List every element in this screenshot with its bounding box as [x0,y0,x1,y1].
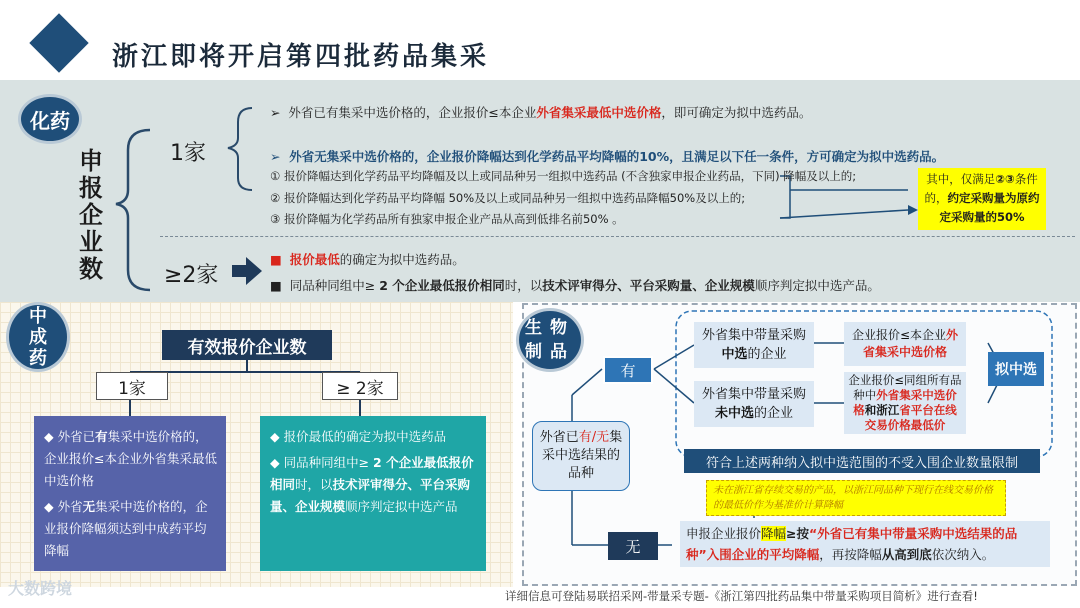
bio-case-selected: 外省集中带量采购中选的企业 [694,322,814,368]
declare-count-label: 申报企业数 [79,147,103,283]
list-item: ◆ 同品种同组中≥ 2 个企业最低报价相同时，以技术评审得分、平台采购量、企业规模顺序判定拟中选产品 [270,455,474,514]
chem-label: 化药 [18,94,82,144]
chem-cond-1: ① 报价降幅达到化学药品平均降幅及以上或同品种另一组拟中选药品 (不含独家申报企业药品，下同) 降幅及以上的; [270,169,857,183]
bio-root-box: 外省已有/无集采中选结果的品种 [532,421,630,491]
tcm-one-box: 1家 [96,372,168,400]
multi-firm-label: ≥2家 [164,263,219,288]
chem-line-1: ➢ 外省已有集采中选价格的，企业报价≤本企业外省集采最低中选价格，即可确定为拟中选药品。 [270,105,812,120]
bio-limit-bar: 符合上述两种纳入拟中选范围的不受入围企业数量限制 [684,449,1040,473]
divider [160,236,1075,237]
right-arrow-icon [232,257,262,285]
bullet-arrow-icon: ➢ [270,105,289,120]
bio-no-box: 无 [608,532,658,560]
watermark-logo: 大数跨境 [8,579,73,598]
bio-label: 生物 制品 [516,308,584,372]
bio-cond-1: 企业报价≤本企业外省集采中选价格 [844,322,966,366]
bio-cond-2: 企业报价≤同组所有品种中外省集采中选价格和浙江省平台在线交易价格最低价 [844,372,966,434]
black-square-icon: ■ [270,278,290,293]
bio-yes-box: 有 [603,356,653,384]
tcm-single-rules [34,416,226,571]
multi-line-2: ■ 同品种同组中≥ 2 个企业最低报价相同时，以技术评审得分、平台采购量、企业规模顺序判定拟中选产品。 [270,278,880,293]
tcm-connectors [0,302,513,422]
tcm-header: 有效报价企业数 [162,330,332,360]
list-item: ◆ 外省已有集采中选价格的，企业报价≤本企业外省集采最低中选价格 [44,429,217,488]
multi-line-1: ■ 报价最低的确定为拟中选药品。 [270,252,465,267]
chem-cond-2: ② 报价降幅达到化学药品平均降幅 50%及以上或同品种另一组拟中选药品降幅50%及以上的; [270,191,746,205]
bio-note: 未在浙江省存续交易的产品，以浙江同品种下现行在线交易价格的最低价作为基准价计算降幅 [706,480,1006,516]
chem-note: 其中，仅满足②③条件的，约定采购量为原约定采购量的50% [918,168,1046,230]
bullet-arrow-icon: ➢ [270,149,290,164]
bio-result-box: 拟中选 [988,352,1044,386]
chem-line-2: ➢ 外省无集采中选价格的，企业报价降幅达到化学药品平均降幅的10%，且满足以下任一条件，方可确定为拟中选药品。 [270,149,945,164]
tcm-label: 中 成 药 [6,302,70,372]
tcm-multi-rules [260,416,486,571]
title-diamond-icon [29,13,88,72]
page-title: 浙江即将开启第四批药品集采 [112,42,490,72]
bio-no-rule: 申报企业报价降幅≥按“外省已有集中带量采购中选结果的品种”入围企业的平均降幅，再按降幅从高到底依次纳入。 [680,521,1050,567]
list-item: ◆ 报价最低的确定为拟中选药品 [270,429,447,444]
list-item: ◆ 外省无集采中选价格的，企业报价降幅须达到中成药平均降幅 [44,499,208,558]
footer-note: 详细信息可登陆易联招采网-带量采专题-《浙江第四批药品集中带量采购项目简析》进行查看! [505,589,978,603]
chem-cond-3: ③ 报价降幅为化学药品所有独家申报企业产品从高到低排名前50% 。 [270,212,624,226]
one-firm-label: 1家 [170,141,206,166]
bio-case-unselected: 外省集中带量采购未中选的企业 [694,381,814,427]
tcm-two-box: ≥ 2家 [322,372,398,400]
red-square-icon: ■ [270,252,290,267]
